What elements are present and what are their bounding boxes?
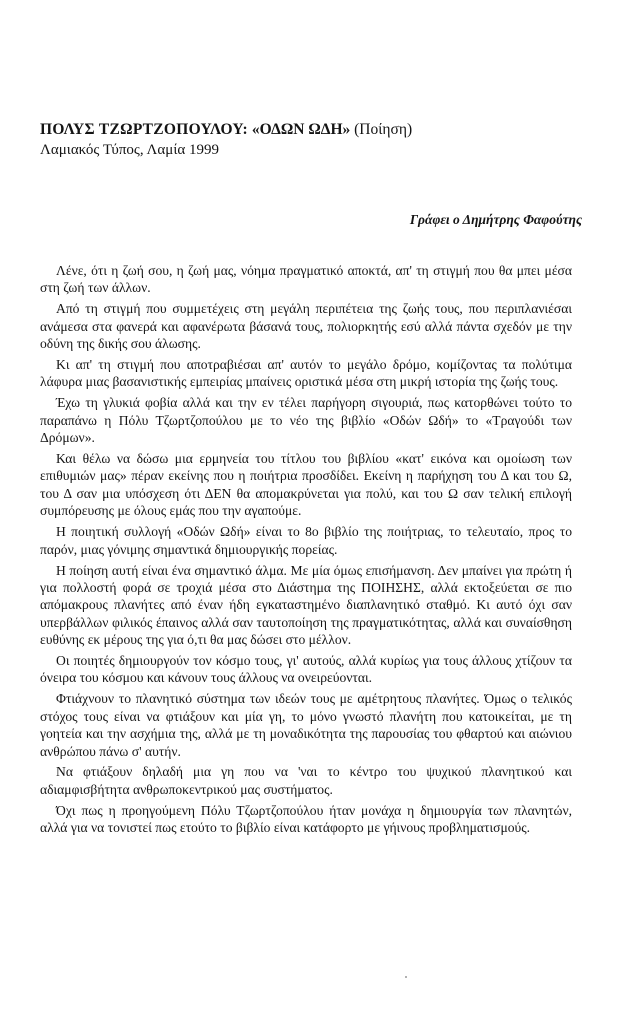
- paragraph-5: Και θέλω να δώσω μια ερμηνεία του τίτλου του βιβλίου «κατ' εικόνα και ομοίωση των επιθυμιών μας» πέραν εκείνης που η ποιήτρια προσδίδει. Εκείνη η παρήχηση του Δ και του Ω, του Δ σαν μια υπόσχεση ότι ΔΕΝ θα απομακρύνεται για πολύ, και του Ω σαν τελική επιλογή συμπόρευσης με όλους εμάς που την αγαπούμε.: [40, 451, 572, 519]
- book-title: «ΟΔΩΝ ΩΔΗ»: [251, 121, 351, 138]
- paper-speck: [405, 976, 407, 978]
- review-header: [40, 120, 600, 160]
- book-genre: (Ποίηση): [354, 121, 413, 138]
- byline: Γράφει ο Δημήτρης Φαφούτης: [409, 212, 582, 227]
- article-body: [40, 262, 572, 840]
- publication-info: Λαμιακός Τύπος, Λαμία 1999: [40, 142, 219, 158]
- paragraph-3: Κι απ' τη στιγμή που αποτραβιέσαι απ' αυτόν το μεγάλο δρόμο, κομίζοντας τα πολύτιμα λάφυρα μιας βασανιστικής εμπειρίας μπαίνεις οριστικά μέσα στη μικρή ιστορία της ζωής τους.: [40, 357, 572, 390]
- paragraph-8: Οι ποιητές δημιουργούν τον κόσμο τους, γι' αυτούς, αλλά κυρίως για τους άλλους χτίζουν τα όνειρα του κόσμου και κάνουν τους άλλους να ονειρεύονται.: [40, 653, 572, 686]
- paragraph-9: Φτιάχνουν το πλανητικό σύστημα των ιδεών τους με αμέτρητους πλανήτες. Όμως ο τελικός στόχος τους είναι να φτιάξουν και μία γη, το μόνο γνωστό πλανήτη που κατοικείται, με τη γοητεία και την ασχήμια της, αλλά με τη μοναδικότητα της παρουσίας του φθαρτού και αιώνιου ανθρώπου πάνω σ' αυτήν.: [40, 691, 572, 759]
- title-line: [40, 120, 600, 140]
- paragraph-6: Η ποιητική συλλογή «Οδών Ωδή» είναι το 8ο βιβλίο της ποιήτριας, το τελευταίο, προς το παρόν, μιας γόνιμης σημαντικά δημιουργικής πορείας.: [40, 524, 572, 557]
- paragraph-1: Λένε, ότι η ζωή σου, η ζωή μας, νόημα πραγματικό αποκτά, απ' τη στιγμή που θα μπει μέσα στη ζωή των άλλων.: [40, 263, 572, 296]
- paragraph-4: Έχω τη γλυκιά φοβία αλλά και την εν τέλει παρήγορη σιγουριά, πως κατορθώνει τούτο το παραπάνω η Πόλυ Τζωρτζοπούλου με το νέο της βιβλίο «Οδών Ωδή» το «Τραγούδι των Δρόμων».: [40, 395, 572, 446]
- paragraph-10: Να φτιάξουν δηλαδή μια γη που να 'ναι το κέντρο του ψυχικού πλανητικού και αδιαμφισβήτητα ανθρωποκεντρικού μας συστήματος.: [40, 764, 572, 797]
- author-name: ΠΟΛΥΣ ΤΖΩΡΤΖΟΠΟΥΛΟΥ:: [40, 121, 248, 138]
- paragraph-7: Η ποίηση αυτή είναι ένα σημαντικό άλμα. Με μία όμως επισήμανση. Δεν μπαίνει για πρώτη ή για πολλοστή φορά σε τροχιά μέσα στο Διάστημα της ΠΟΙΗΣΗΣ, αλλά εκτοξεύεται σε πιο απόμακρους πλανήτες από έναν ήδη εγκαταστημένο διαπλανητικό σταθμό. Κι αυτό όχι σαν υπερβάλλων φιλικός έπαινος αλλά σαν ταυτοποίηση της πραγματικότητας, αλλά και συναίσθηση ευθύνης εκ μέρους της για ό,τι θα μας δώσει στο μέλλον.: [40, 562, 572, 648]
- paragraph-11: Όχι πως η προηγούμενη Πόλυ Τζωρτζοπούλου ήταν μονάχα η δημιουργία των πλανητών, αλλά για να τονιστεί πως ετούτο το βιβλίο είναι κατάφορτο με γήινους προβληματισμούς.: [40, 802, 572, 836]
- paragraph-2: Από τη στιγμή που συμμετέχεις στη μεγάλη περιπέτεια της ζωής τους, που περιπλανιέσαι ανάμεσα στα φανερά και αφανέρωτα βάσανά τους, πολιορκητής εσύ αλλά πάντα σχεδόν με την οδύνη της δικής σου άλωσης.: [40, 301, 572, 352]
